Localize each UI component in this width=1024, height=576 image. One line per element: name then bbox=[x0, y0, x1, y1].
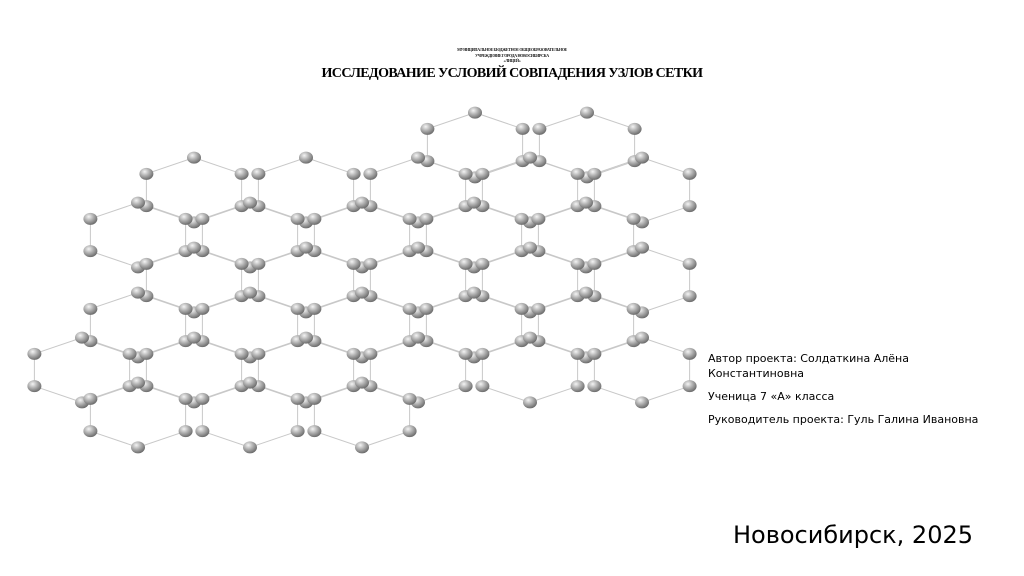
lattice-node bbox=[131, 197, 145, 209]
lattice-node bbox=[587, 168, 601, 180]
lattice-node bbox=[131, 441, 145, 453]
lattice-node bbox=[355, 287, 369, 299]
lattice-node bbox=[683, 348, 697, 360]
lattice-node bbox=[515, 303, 529, 315]
lattice-bond bbox=[418, 386, 466, 402]
lattice-node bbox=[355, 441, 369, 453]
lattice-node bbox=[580, 107, 594, 119]
lattice-bond bbox=[587, 113, 635, 129]
lattice-node bbox=[363, 258, 377, 270]
lattice-node bbox=[243, 197, 257, 209]
lattice-node bbox=[83, 303, 97, 315]
lattice-node bbox=[83, 245, 97, 257]
lattice-node bbox=[419, 213, 433, 225]
lattice-bond bbox=[642, 296, 690, 312]
lattice-node bbox=[571, 348, 585, 360]
city-year: Новосибирск, 2025 bbox=[733, 521, 974, 549]
student-class-text: Ученица 7 «А» класса bbox=[708, 390, 835, 403]
lattice-node bbox=[131, 287, 145, 299]
lattice-bond bbox=[250, 431, 298, 447]
lattice-node bbox=[195, 393, 209, 405]
lattice-node bbox=[251, 258, 265, 270]
lattice-node bbox=[179, 425, 193, 437]
lattice-node bbox=[531, 303, 545, 315]
lattice-node bbox=[307, 393, 321, 405]
lattice-node bbox=[579, 287, 593, 299]
lattice-node bbox=[587, 348, 601, 360]
lattice-node bbox=[531, 213, 545, 225]
lattice-node bbox=[635, 152, 649, 164]
lattice-node bbox=[307, 425, 321, 437]
lattice-node bbox=[235, 258, 249, 270]
organization-line: МУНИЦИПАЛЬНОЕ БЮДЖЕТНОЕ ОБЩЕОБРАЗОВАТЕЛЬНОЕ bbox=[457, 47, 567, 52]
lattice-node bbox=[411, 242, 425, 254]
lattice-node bbox=[307, 303, 321, 315]
lattice-node bbox=[475, 168, 489, 180]
lattice-node bbox=[139, 258, 153, 270]
lattice-node bbox=[179, 213, 193, 225]
lattice-node bbox=[420, 123, 434, 135]
lattice-node bbox=[347, 258, 361, 270]
lattice-node bbox=[195, 213, 209, 225]
lattice-node bbox=[627, 213, 641, 225]
lattice-bond bbox=[314, 431, 362, 447]
lattice-node bbox=[251, 168, 265, 180]
lattice-bond bbox=[90, 293, 138, 309]
lattice-bond bbox=[90, 251, 138, 267]
lattice-node bbox=[467, 197, 481, 209]
lattice-bond bbox=[642, 248, 690, 264]
lattice-node bbox=[571, 168, 585, 180]
lattice-bond bbox=[370, 158, 418, 174]
lattice-node bbox=[27, 348, 41, 360]
lattice-node bbox=[683, 290, 697, 302]
lattice-node bbox=[187, 332, 201, 344]
lattice-node bbox=[299, 152, 313, 164]
lattice-node bbox=[195, 303, 209, 315]
lattice-node bbox=[291, 303, 305, 315]
lattice-bond bbox=[34, 338, 82, 354]
lattice-node bbox=[243, 441, 257, 453]
lattice-bond bbox=[642, 206, 690, 222]
lattice-node bbox=[419, 303, 433, 315]
lattice-node bbox=[235, 168, 249, 180]
project-info bbox=[708, 351, 1008, 435]
author-text: Автор проекта: Солдаткина Алёна Константиновна bbox=[708, 352, 909, 380]
lattice-bond bbox=[138, 431, 186, 447]
lattice-node bbox=[123, 348, 137, 360]
lattice-node bbox=[363, 168, 377, 180]
lattice-node bbox=[459, 348, 473, 360]
lattice-node bbox=[683, 168, 697, 180]
lattice-node bbox=[235, 348, 249, 360]
lattice-node bbox=[635, 332, 649, 344]
lattice-node bbox=[411, 152, 425, 164]
supervisor-text: Руководитель проекта: Гуль Галина Ивановна bbox=[708, 413, 979, 426]
lattice-node bbox=[347, 348, 361, 360]
lattice-node bbox=[468, 107, 482, 119]
lattice-node bbox=[523, 332, 537, 344]
lattice-node bbox=[403, 213, 417, 225]
lattice-bond bbox=[642, 386, 690, 402]
lattice-node bbox=[291, 425, 305, 437]
lattice-node bbox=[587, 380, 601, 392]
lattice-node bbox=[291, 213, 305, 225]
lattice-node bbox=[355, 377, 369, 389]
lattice-bond bbox=[475, 113, 523, 129]
lattice-node bbox=[635, 396, 649, 408]
lattice-node bbox=[299, 242, 313, 254]
lattice-bond bbox=[202, 431, 250, 447]
lattice-node bbox=[459, 380, 473, 392]
lattice-bond bbox=[427, 113, 475, 129]
lattice-bond bbox=[90, 431, 138, 447]
lattice-node bbox=[179, 393, 193, 405]
lattice-node bbox=[139, 348, 153, 360]
lattice-node bbox=[179, 303, 193, 315]
lattice-bond bbox=[362, 431, 410, 447]
lattice-node bbox=[683, 380, 697, 392]
lattice-node bbox=[251, 348, 265, 360]
lattice-bond bbox=[594, 386, 642, 402]
lattice-node bbox=[467, 287, 481, 299]
lattice-node bbox=[243, 377, 257, 389]
lattice-node bbox=[195, 425, 209, 437]
lattice-bond bbox=[146, 158, 194, 174]
lattice-node bbox=[363, 348, 377, 360]
lattice-node bbox=[515, 213, 529, 225]
lattice-node bbox=[579, 197, 593, 209]
lattice-node bbox=[523, 152, 537, 164]
lattice-node bbox=[683, 200, 697, 212]
lattice-node bbox=[347, 168, 361, 180]
lattice-bond bbox=[90, 203, 138, 219]
lattice-node bbox=[139, 168, 153, 180]
lattice-node bbox=[475, 348, 489, 360]
lattice-node bbox=[403, 425, 417, 437]
lattice-bond bbox=[34, 386, 82, 402]
lattice-bond bbox=[539, 113, 587, 129]
lattice-node bbox=[475, 258, 489, 270]
lattice-node bbox=[459, 168, 473, 180]
lattice-node bbox=[571, 258, 585, 270]
lattice-node bbox=[355, 197, 369, 209]
organization-line: УЧРЕЖДЕНИЕ ГОРОДА НОВОСИБИРСКА bbox=[475, 52, 549, 58]
lattice-node bbox=[187, 152, 201, 164]
lattice-node bbox=[27, 380, 41, 392]
lattice-node bbox=[523, 242, 537, 254]
lattice-node bbox=[83, 213, 97, 225]
lattice-bond bbox=[306, 158, 354, 174]
lattice-node bbox=[131, 377, 145, 389]
lattice-node bbox=[475, 380, 489, 392]
lattice-node bbox=[403, 303, 417, 315]
lattice-node bbox=[628, 123, 642, 135]
lattice-node bbox=[291, 393, 305, 405]
lattice-node bbox=[516, 123, 530, 135]
lattice-node bbox=[571, 380, 585, 392]
lattice-bonds bbox=[34, 113, 689, 448]
lattice-nodes bbox=[27, 107, 696, 454]
lattice-node bbox=[587, 258, 601, 270]
lattice-node bbox=[635, 242, 649, 254]
slide-title: ИССЛЕДОВАНИЕ УСЛОВИЙ СОВПАДЕНИЯ УЗЛОВ СЕТКИ bbox=[321, 66, 703, 81]
lattice-node bbox=[683, 258, 697, 270]
lattice-node bbox=[627, 303, 641, 315]
lattice-node bbox=[523, 396, 537, 408]
lattice-bond bbox=[642, 158, 690, 174]
lattice-bond bbox=[642, 338, 690, 354]
lattice-node bbox=[83, 393, 97, 405]
lattice-node bbox=[243, 287, 257, 299]
lattice-node bbox=[299, 332, 313, 344]
lattice-bond bbox=[482, 386, 530, 402]
lattice-bond bbox=[258, 158, 306, 174]
lattice-node bbox=[75, 332, 89, 344]
lattice-bond bbox=[530, 386, 578, 402]
lattice-node bbox=[532, 123, 546, 135]
lattice-node bbox=[187, 242, 201, 254]
lattice-node bbox=[411, 332, 425, 344]
lattice-node bbox=[83, 425, 97, 437]
lattice-node bbox=[459, 258, 473, 270]
lattice-node bbox=[403, 393, 417, 405]
organization-line: «ЛИЦЕЙ» bbox=[503, 58, 521, 63]
lattice-bond bbox=[194, 158, 242, 174]
lattice-node bbox=[307, 213, 321, 225]
